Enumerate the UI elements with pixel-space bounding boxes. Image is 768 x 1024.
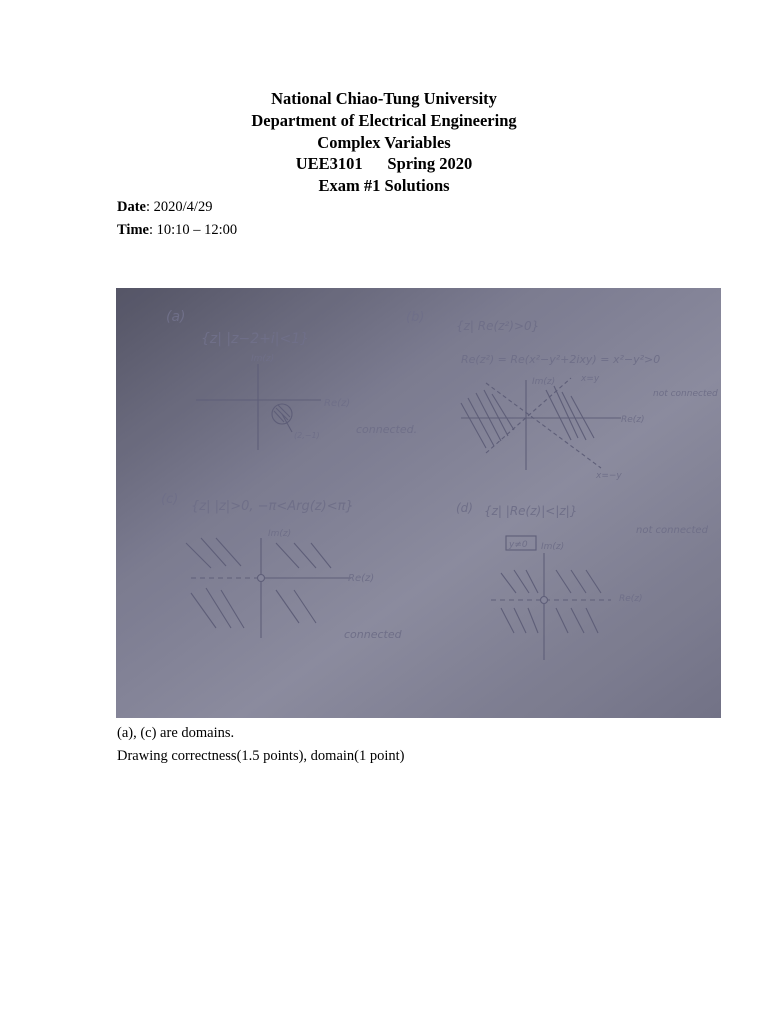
department-name: Department of Electrical Engineering — [251, 110, 517, 130]
d-not-connected-note: not connected — [636, 525, 708, 536]
date-label: Date — [117, 199, 146, 215]
d-re-label: Re(z) — [619, 594, 643, 604]
b-set: {z| Re(z²)>0} — [456, 319, 540, 333]
document-header — [0, 88, 768, 197]
a-tag: (a) — [166, 309, 186, 325]
time-line — [117, 222, 237, 239]
b-line1-label: x=y — [581, 374, 600, 384]
c-im-label: Im(z) — [268, 529, 292, 539]
time-label: Time — [117, 222, 149, 238]
date-value: : 2020/4/29 — [146, 199, 213, 215]
course-code-term: UEE3101 Spring 2020 — [295, 154, 473, 174]
a-point-label: (2,−1) — [294, 431, 320, 440]
b-line2-label: x=−y — [596, 471, 622, 481]
d-box-label: y≠0 — [509, 540, 528, 550]
course-name: Complex Variables — [317, 132, 451, 152]
b-equation: Re(z²) = Re(x²−y²+2ixy) = x²−y²>0 — [461, 353, 661, 366]
a-set: {z| |z−2+i|<1} — [201, 331, 310, 347]
c-connected-note: connected — [344, 628, 402, 641]
b-tag: (b) — [406, 310, 425, 325]
grading-note: Drawing correctness(1.5 points), domain(1 point) — [117, 748, 405, 764]
b-im-label: Im(z) — [532, 377, 556, 387]
d-im-label: Im(z) — [541, 542, 565, 552]
b-re-label: Re(z) — [621, 415, 645, 425]
d-tag: (d) — [456, 501, 473, 515]
c-re-label: Re(z) — [348, 573, 375, 584]
solution-photo — [116, 288, 721, 718]
c-tag: (c) — [161, 492, 179, 507]
c-set: {z| |z|>0, −π<Arg(z)<π} — [191, 499, 354, 514]
d-set: {z| |Re(z)|<|z|} — [484, 504, 578, 518]
exam-title: Exam #1 Solutions — [318, 176, 450, 196]
time-value: : 10:10 – 12:00 — [148, 222, 238, 238]
a-re-label: Re(z) — [324, 398, 351, 409]
university-name: National Chiao-Tung University — [271, 89, 497, 108]
a-connected-note: connected. — [356, 423, 418, 436]
date-line — [117, 199, 212, 216]
a-im-label: Im(z) — [251, 354, 275, 364]
domains-answer: (a), (c) are domains. — [117, 725, 235, 741]
b-not-connected-note: not connected — [653, 389, 718, 399]
handwritten-sketch — [116, 288, 721, 718]
